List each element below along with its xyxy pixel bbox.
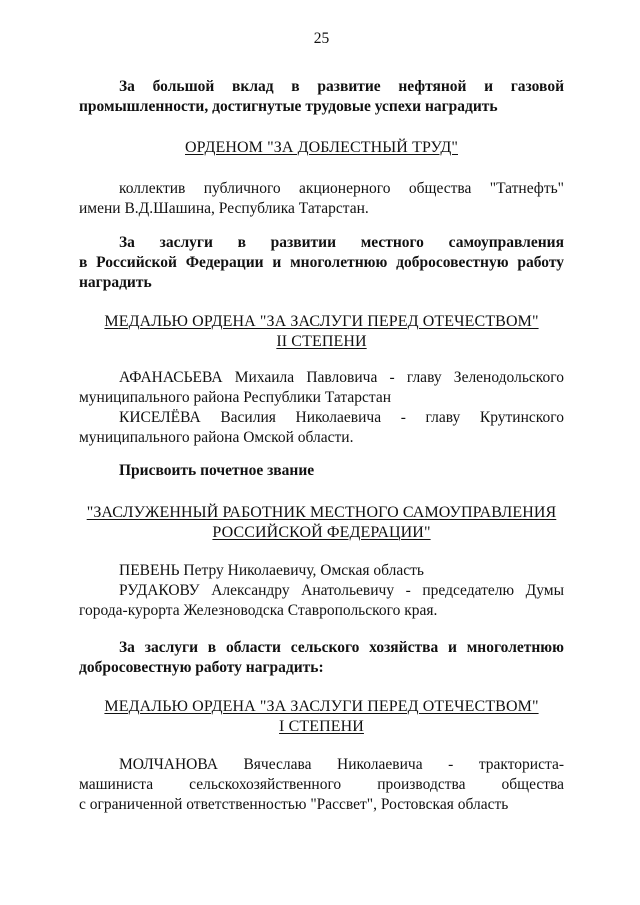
preamble-line: За заслуги в развитии местного самоуправления: [119, 234, 564, 251]
section-2-award: [79, 312, 564, 352]
recipient-line: машиниста сельскохозяйственного производства общества: [79, 776, 564, 793]
recipient-line: АФАНАСЬЕВА Михаила Павловича - главу Зеленодольского: [119, 369, 564, 386]
preamble-line: За заслуги в области сельского хозяйства и многолетнюю: [119, 639, 564, 656]
award-title: МЕДАЛЬЮ ОРДЕНА "ЗА ЗАСЛУГИ ПЕРЕД ОТЕЧЕСТВОМ": [104, 698, 539, 715]
section-4-award: [79, 697, 564, 737]
section-1-recipient: [79, 179, 564, 219]
preamble-line: в Российской Федерации и многолетнюю добросовестную работу: [79, 254, 564, 271]
award-degree: I СТЕПЕНИ: [279, 718, 364, 735]
section-1-preamble: [79, 77, 564, 117]
recipient-line: КИСЕЛЁВА Василия Николаевича - главу Крутинского: [119, 409, 564, 426]
recipient-line: МОЛЧАНОВА Вячеслава Николаевича - тракториста-: [119, 756, 564, 773]
award-degree: II СТЕПЕНИ: [276, 333, 367, 350]
recipient-line: муниципального района Омской области.: [79, 429, 354, 446]
recipient-line: с ограниченной ответственностью "Рассвет", Ростовская область: [79, 796, 509, 813]
recipient-line: города-курорта Железноводска Ставропольского края.: [79, 602, 438, 619]
award-title: "ЗАСЛУЖЕННЫЙ РАБОТНИК МЕСТНОГО САМОУПРАВЛЕНИЯ: [86, 504, 557, 521]
recipient-line: коллектив публичного акционерного общества "Татнефть": [119, 180, 564, 197]
preamble-line: добросовестную работу наградить:: [79, 659, 324, 676]
preamble-line: За большой вклад в развитие нефтяной и газовой: [119, 78, 564, 95]
section-2-recipients: [79, 368, 564, 448]
award-title: МЕДАЛЬЮ ОРДЕНА "ЗА ЗАСЛУГИ ПЕРЕД ОТЕЧЕСТВОМ": [104, 313, 539, 330]
recipient-line: имени В.Д.Шашина, Республика Татарстан.: [79, 200, 369, 217]
recipient-line: муниципального района Республики Татарстан: [79, 389, 392, 406]
recipient-line: ПЕВЕНЬ Петру Николаевичу, Омская область: [119, 562, 424, 579]
section-3-award: [79, 503, 564, 543]
award-title: ОРДЕНОМ "ЗА ДОБЛЕСТНЫЙ ТРУД": [185, 139, 458, 156]
award-title: РОССИЙСКОЙ ФЕДЕРАЦИИ": [212, 524, 431, 541]
section-4-recipients: [79, 755, 564, 815]
recipient-line: РУДАКОВУ Александру Анатольевичу - председателю Думы: [119, 582, 564, 599]
section-3-recipients: [79, 561, 564, 621]
page-number: 25: [313, 30, 330, 47]
section-1-award: [79, 138, 564, 158]
preamble-line: Присвоить почетное звание: [119, 462, 315, 479]
section-4-preamble: [79, 638, 564, 678]
section-2-preamble: [79, 233, 564, 293]
preamble-line: наградить: [79, 274, 152, 291]
preamble-line: промышленности, достигнутые трудовые успехи наградить: [79, 98, 498, 115]
section-3-preamble: [79, 461, 564, 481]
